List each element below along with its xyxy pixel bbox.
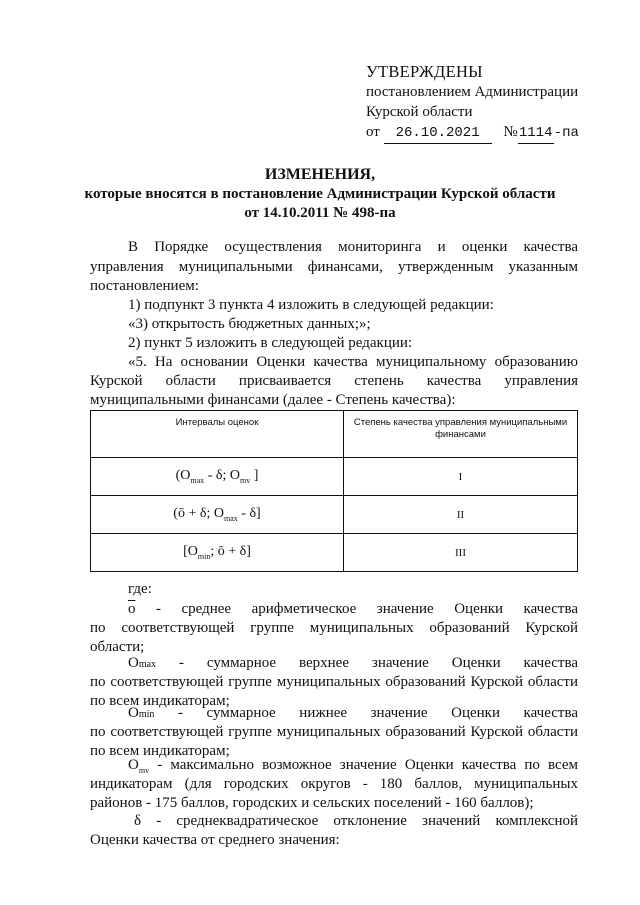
header-grade: Степень качества управления муниципальными финансами xyxy=(344,411,578,458)
def-omax-line-2: по соответствующей группе муниципальных образований Курской области xyxy=(90,674,578,690)
def-obar-line-3: области; xyxy=(90,639,145,655)
where-label: где: xyxy=(128,581,152,597)
approval-number-suffix: -па xyxy=(553,125,579,141)
approval-issuer: постановлением Администрации xyxy=(366,84,579,100)
table-row xyxy=(91,496,578,534)
def-omv-line-3: районов - 175 баллов, городских и сельских поселений - 160 баллов); xyxy=(90,795,534,811)
approval-number: 1114 xyxy=(518,123,554,144)
def-delta-line-1: δ - среднеквадратическое отклонение значений комплексной xyxy=(134,813,579,829)
def-omv-line-1: $O_{mv}$ - максимально возможное значение Оценки качества по всем xyxy=(128,757,578,775)
def-omin-line-2: по соответствующей группе муниципальных образований Курской области xyxy=(90,724,578,740)
def-obar-line-2: по соответствующей группе муниципальных образований Курской xyxy=(90,620,578,636)
quality-grade-table xyxy=(90,410,578,572)
def-omv-line-2: индикаторам (для городских округов - 180 баллов, муниципальных xyxy=(90,776,578,792)
table-row xyxy=(91,534,578,572)
item-2: 2) пункт 5 изложить в следующей редакции: xyxy=(128,335,413,351)
approval-date-number xyxy=(366,122,579,144)
def-omin-line-1: Omin - суммарное нижнее значение Оценки качества xyxy=(128,705,578,721)
item-1-text: «3) открытость бюджетных данных;»; xyxy=(128,316,371,332)
approval-region: Курской области xyxy=(366,104,473,120)
doc-subtitle: которые вносятся в постановление Администрации Курской области xyxy=(84,186,556,202)
approval-number-prefix: № xyxy=(503,124,518,140)
def-obar-line-1: $\overline{o}$ - среднее арифметическое значение Оценки качества xyxy=(128,601,579,617)
clause-5-line-3: муниципальными финансами (далее - Степень качества): xyxy=(90,392,456,408)
table-header-row xyxy=(91,411,578,458)
table-row xyxy=(91,458,578,496)
intro-line-2: управления муниципальными финансами, утвержденным указанным xyxy=(90,259,578,275)
def-omin-line-3: по всем индикаторам; xyxy=(90,743,230,759)
grade-cell: I xyxy=(344,458,578,496)
clause-5-line-1: «5. На основании Оценки качества муниципальному образованию xyxy=(128,354,578,370)
item-1: 1) подпункт 3 пункта 4 изложить в следующей редакции: xyxy=(128,297,494,313)
obar-symbol: $\overline{o}$ xyxy=(128,601,136,617)
approval-stamp xyxy=(366,62,579,144)
doc-title: ИЗМЕНЕНИЯ, xyxy=(264,166,376,183)
delta-symbol: δ xyxy=(134,813,142,829)
def-delta-line-2: Оценки качества от среднего значения: xyxy=(90,832,340,848)
approval-date-prefix: от xyxy=(366,124,380,140)
grade-cell: III xyxy=(344,534,578,572)
grade-cell: II xyxy=(344,496,578,534)
omin-symbol: Omin xyxy=(128,705,155,721)
approval-date: 26.10.2021 xyxy=(384,123,492,144)
omv-symbol: $O_{mv}$ xyxy=(128,757,150,775)
intro-line-3: постановлением: xyxy=(90,278,199,294)
interval-cell: [$O_{min}$; ō + δ] xyxy=(91,534,344,572)
interval-cell: (ō + δ; $O_{max} - \delta$] xyxy=(91,496,344,534)
interval-cell: ($O_{max}$ - δ; $O_{mv}$ ] xyxy=(91,458,344,496)
doc-subtitle-date: от 14.10.2011 № 498-па xyxy=(244,205,396,221)
header-intervals: Интервалы оценок xyxy=(91,411,344,458)
def-omax-line-3: по всем индикаторам; xyxy=(90,693,230,709)
approval-heading: УТВЕРЖДЕНЫ xyxy=(366,62,483,81)
clause-5-line-2: Курской области присваивается степень качества управления xyxy=(90,373,578,389)
def-omax-line-1: Omax - суммарное верхнее значение Оценки качества xyxy=(128,655,578,671)
omax-symbol: Omax xyxy=(128,655,157,671)
intro-line-1: В Порядке осуществления мониторинга и оценки качества xyxy=(128,239,578,255)
